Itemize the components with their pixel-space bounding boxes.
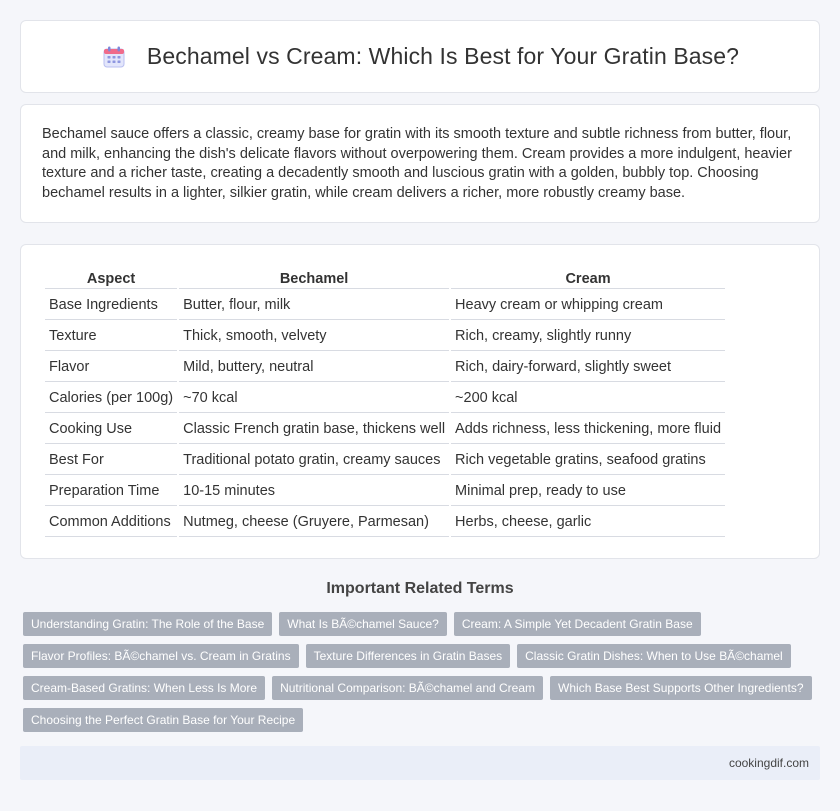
- table-row: [45, 322, 725, 351]
- table-row: [45, 446, 725, 475]
- header-bechamel: Bechamel: [179, 267, 449, 289]
- header-card: [20, 20, 820, 93]
- row-cream: Minimal prep, ready to use: [451, 477, 725, 506]
- row-bechamel: Traditional potato gratin, creamy sauces: [179, 446, 449, 475]
- calendar-icon: [101, 44, 127, 70]
- table-row: [45, 353, 725, 382]
- row-aspect: Texture: [45, 322, 177, 351]
- related-tags: [23, 612, 813, 732]
- related-tag[interactable]: Which Base Best Supports Other Ingredients?: [550, 676, 811, 700]
- header-aspect: Aspect: [45, 267, 177, 289]
- row-cream: Rich, creamy, slightly runny: [451, 322, 725, 351]
- row-aspect: Flavor: [45, 353, 177, 382]
- title-wrap: [101, 43, 739, 70]
- related-tag[interactable]: What Is BÃ©chamel Sauce?: [279, 612, 447, 636]
- page-title: Bechamel vs Cream: Which Is Best for Your Gratin Base?: [146, 43, 740, 69]
- row-cream: Rich, dairy-forward, slightly sweet: [451, 353, 725, 382]
- row-cream: ~200 kcal: [451, 384, 725, 413]
- related-tag[interactable]: Cream: A Simple Yet Decadent Gratin Base: [454, 612, 701, 636]
- table-row: [45, 384, 725, 413]
- intro-text: Bechamel sauce offers a classic, creamy base for gratin with its smooth texture and subtle richness from butter, flour, and milk, enhancing the dish's delicate flavors without overpowering them. Cream provides a more indulgent, heavier texture and a richer taste, creating a decadently smooth and luscious gratin with a golden, bubbly top. Choosing bechamel results in a lighter, silkier gratin, while cream delivers a richer, more robustly creamy base.: [42, 126, 792, 201]
- row-aspect: Base Ingredients: [45, 291, 177, 320]
- related-tag[interactable]: Choosing the Perfect Gratin Base for Your Recipe: [23, 708, 303, 732]
- footer: [20, 746, 820, 780]
- related-tag[interactable]: Texture Differences in Gratin Bases: [306, 644, 511, 668]
- row-cream: Adds richness, less thickening, more fluid: [451, 415, 725, 444]
- row-bechamel: ~70 kcal: [179, 384, 449, 413]
- row-aspect: Common Additions: [45, 508, 177, 537]
- row-bechamel: Nutmeg, cheese (Gruyere, Parmesan): [179, 508, 449, 537]
- row-bechamel: Thick, smooth, velvety: [179, 322, 449, 351]
- header-cream: Cream: [451, 267, 725, 289]
- table-row: [45, 415, 725, 444]
- row-bechamel: Mild, buttery, neutral: [179, 353, 449, 382]
- row-aspect: Calories (per 100g): [45, 384, 177, 413]
- table-row: [45, 291, 725, 320]
- row-aspect: Preparation Time: [45, 477, 177, 506]
- table-header-row: [45, 267, 725, 289]
- row-cream: Rich vegetable gratins, seafood gratins: [451, 446, 725, 475]
- related-tag[interactable]: Classic Gratin Dishes: When to Use BÃ©chamel: [517, 644, 791, 668]
- related-tag[interactable]: Nutritional Comparison: BÃ©chamel and Cream: [272, 676, 543, 700]
- related-tag[interactable]: Flavor Profiles: BÃ©chamel vs. Cream in Gratins: [23, 644, 299, 668]
- table-row: [45, 477, 725, 506]
- row-aspect: Best For: [45, 446, 177, 475]
- row-bechamel: 10-15 minutes: [179, 477, 449, 506]
- related-tag[interactable]: Understanding Gratin: The Role of the Base: [23, 612, 272, 636]
- row-cream: Herbs, cheese, garlic: [451, 508, 725, 537]
- row-aspect: Cooking Use: [45, 415, 177, 444]
- row-cream: Heavy cream or whipping cream: [451, 291, 725, 320]
- comparison-card: [20, 244, 820, 559]
- intro-card: [20, 104, 820, 223]
- comparison-table: [43, 265, 727, 539]
- row-bechamel: Classic French gratin base, thickens well: [179, 415, 449, 444]
- related-terms-title: Important Related Terms: [326, 580, 514, 597]
- site-link[interactable]: cookingdif.com: [728, 756, 809, 770]
- row-bechamel: Butter, flour, milk: [179, 291, 449, 320]
- table-row: [45, 508, 725, 537]
- related-tag[interactable]: Cream-Based Gratins: When Less Is More: [23, 676, 265, 700]
